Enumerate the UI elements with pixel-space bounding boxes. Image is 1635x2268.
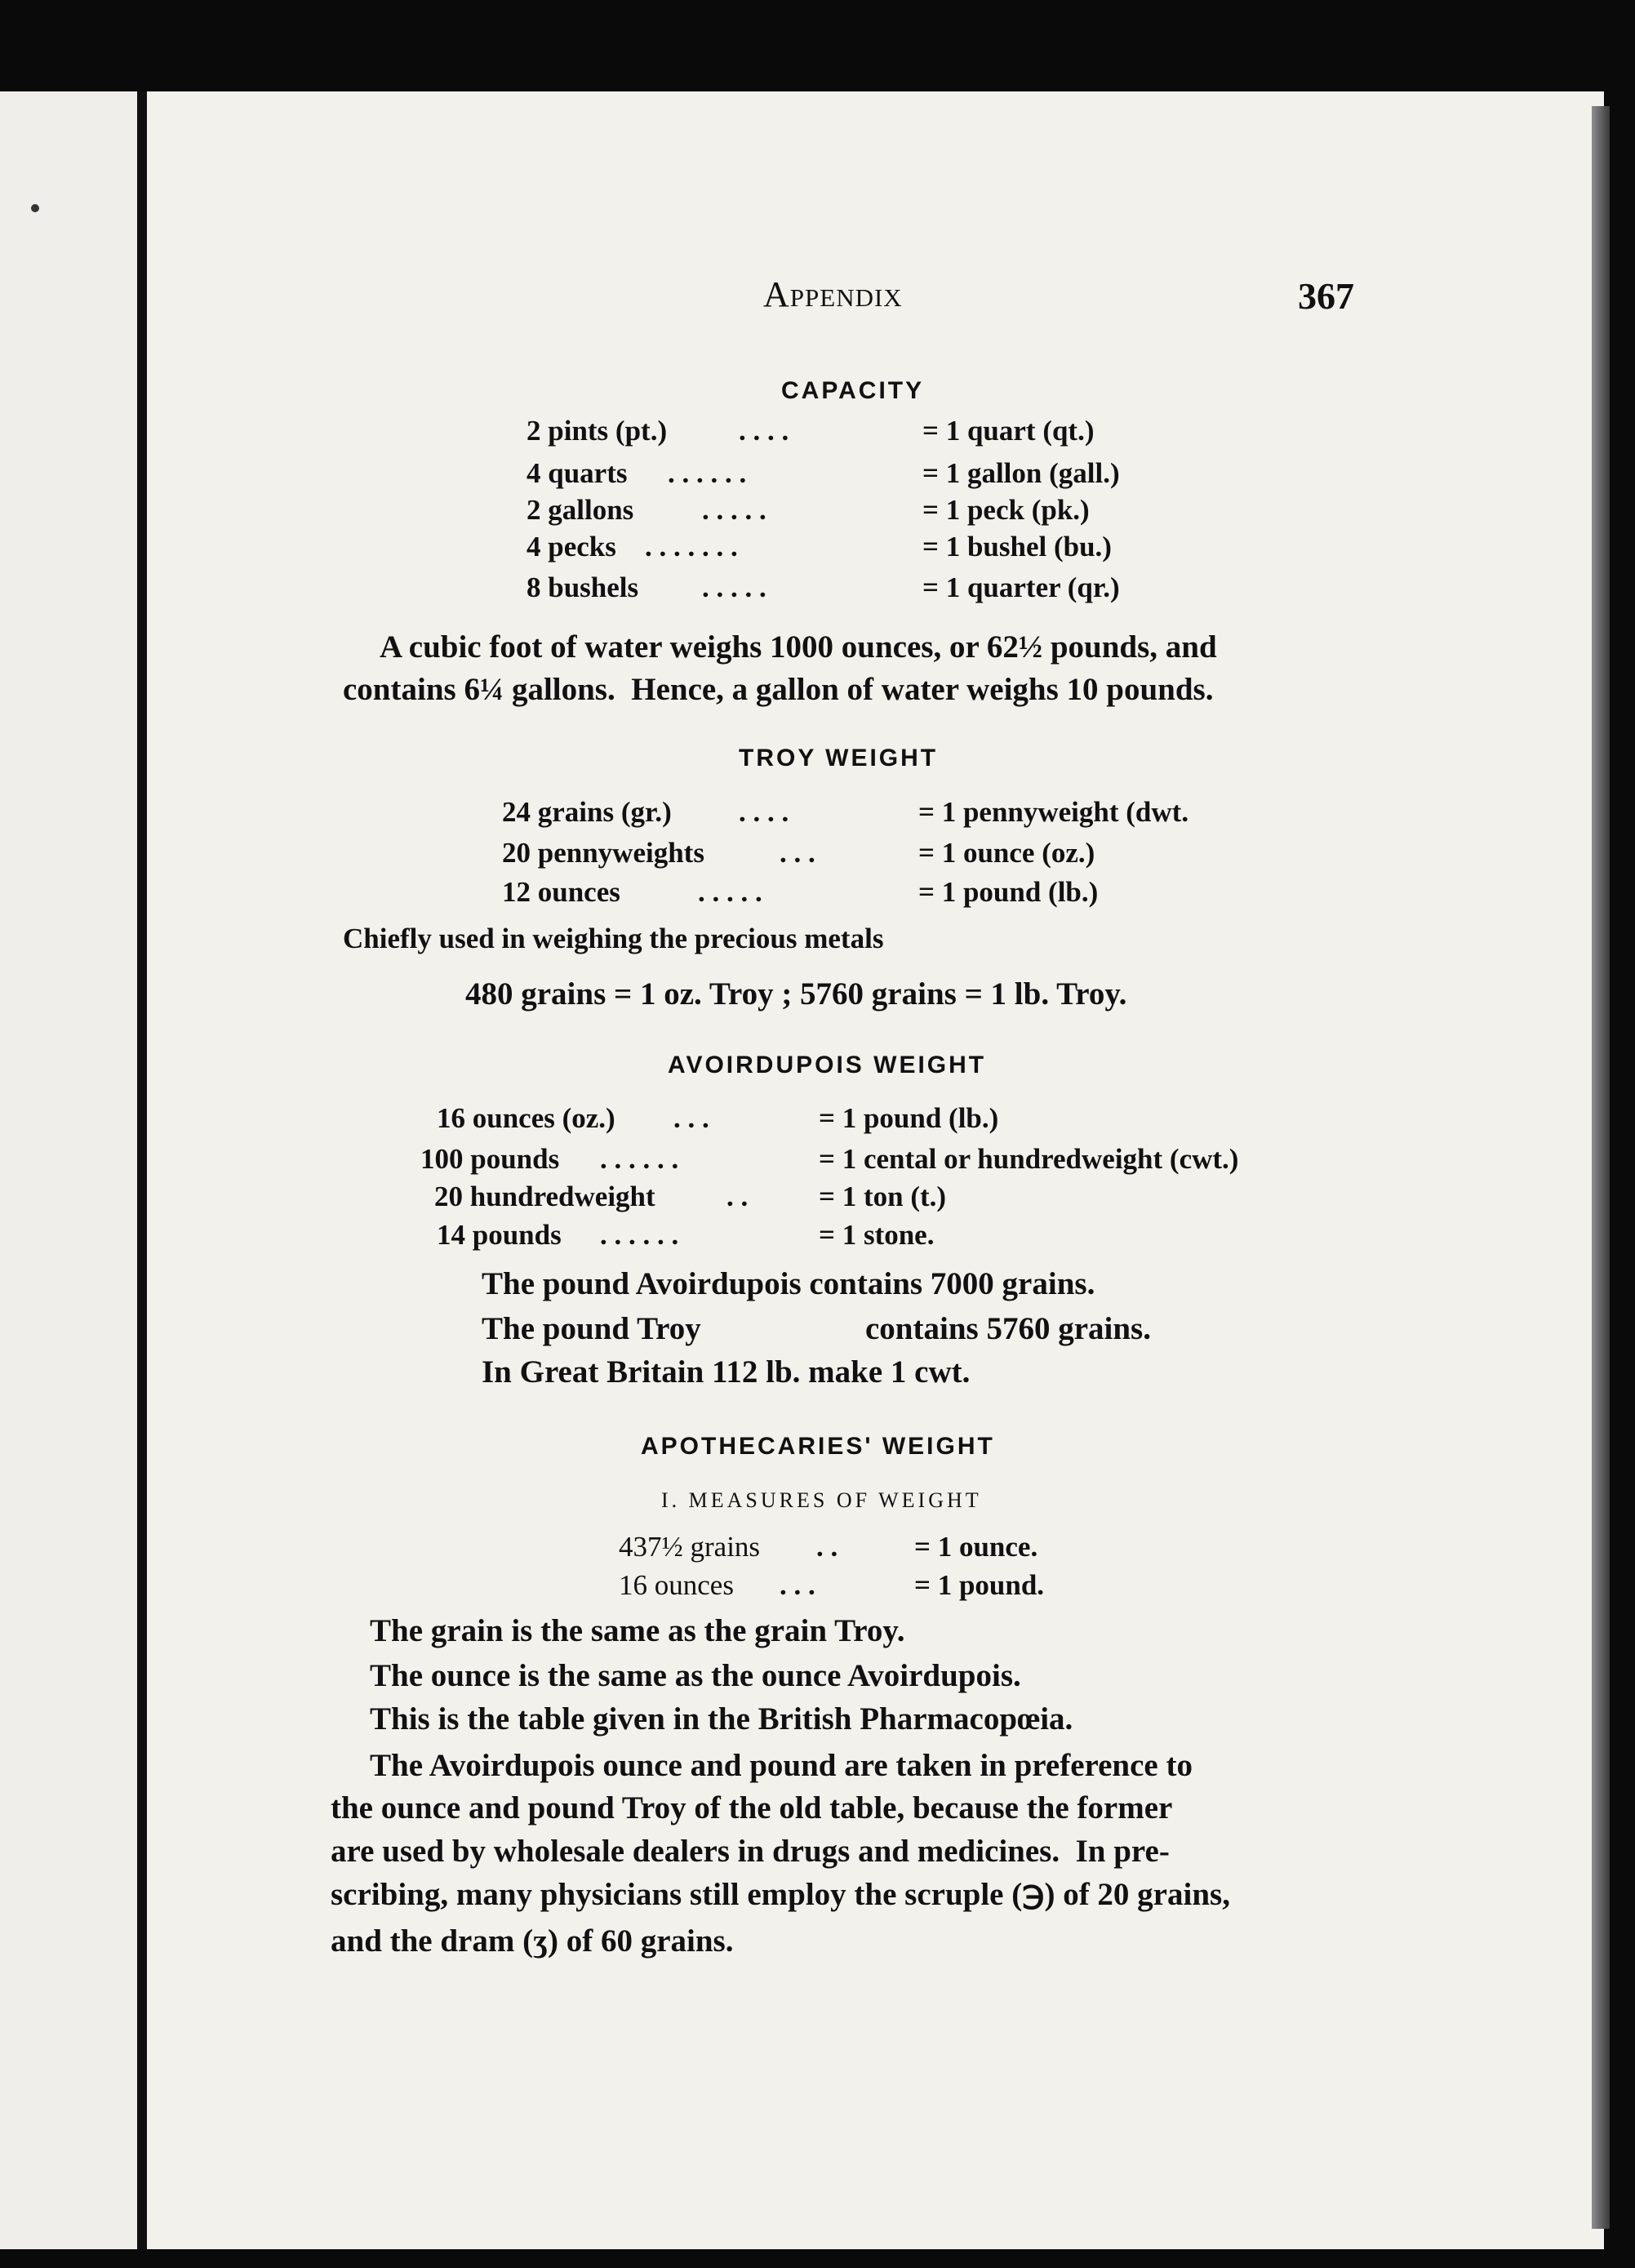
leader-dots: . . . (780, 1569, 815, 1601)
table-row-right: = 1 peck (pk.) (922, 494, 1090, 526)
paragraph-line: The ounce is the same as the ounce Avoirdupois. (370, 1658, 1021, 1693)
paragraph-line: The Avoirdupois ounce and pound are taken in preference to (370, 1748, 1193, 1783)
table-row-left: 437½ grains (619, 1531, 761, 1563)
leader-dots: . . (726, 1181, 749, 1212)
table-row-right: = 1 ounce (oz.) (918, 837, 1095, 869)
page-right-edge-shadow (1592, 106, 1610, 2229)
leader-dots: . . . . . . (600, 1219, 679, 1251)
table-row-right: = 1 ton (t.) (819, 1181, 947, 1212)
table-row-left: 14 pounds (437, 1219, 562, 1251)
table-row-left: 20 hundredweight (434, 1181, 655, 1212)
table-row-left: 2 gallons (526, 494, 634, 526)
speck (31, 204, 39, 212)
table-row-left: 20 pennyweights (502, 837, 704, 869)
section-heading-avoirdupois: AVOIRDUPOIS WEIGHT (668, 1052, 987, 1078)
table-row-right: = 1 pound. (914, 1569, 1045, 1601)
leader-dots: . . . . (739, 796, 789, 828)
table-row-right: = 1 ounce. (914, 1531, 1038, 1563)
table-row-right: = 1 gallon (gall.) (922, 457, 1120, 489)
paragraph-line: The pound Troy (482, 1311, 701, 1346)
table-row-right: = 1 pennyweight (dwt. (918, 796, 1189, 828)
table-row-left: 2 pints (pt.) (526, 415, 668, 447)
leader-dots: . . . (780, 837, 815, 869)
paragraph-line: A cubic foot of water weighs 1000 ounces, or 62½ pounds, and (380, 629, 1217, 665)
leader-dots: . . . . . . . (645, 531, 738, 563)
table-row-left: 16 ounces (619, 1569, 734, 1601)
subheading: I. MEASURES OF WEIGHT (661, 1488, 982, 1512)
leader-dots: . . . . . (702, 571, 766, 603)
scan-bottom-border (0, 2249, 1635, 2268)
table-row-right: = 1 stone. (819, 1219, 935, 1251)
leader-dots: . . . . (739, 415, 789, 447)
paragraph-line: the ounce and pound Troy of the old table, because the former (331, 1790, 1173, 1826)
section-heading-troy-weight: TROY WEIGHT (739, 745, 939, 772)
table-row-left: 4 quarts (526, 457, 628, 489)
equation-line: 480 grains = 1 oz. Troy ; 5760 grains = 1 lb. Troy. (465, 976, 1127, 1012)
paragraph-line: and the dram (ʒ) of 60 grains. (331, 1923, 734, 1959)
paragraph-line: contains 6¼ gallons. Hence, a gallon of water weighs 10 pounds. (343, 672, 1214, 707)
adjacent-page-edge (0, 91, 137, 2268)
paragraph-line: scribing, many physicians still employ the scruple (℈) of 20 grains, (331, 1877, 1230, 1912)
paragraph-line: are used by wholesale dealers in drugs and medicines. In pre- (331, 1834, 1170, 1869)
table-row-right: = 1 pound (lb.) (819, 1102, 999, 1134)
paragraph-line: In Great Britain 112 lb. make 1 cwt. (482, 1354, 971, 1390)
paragraph-line: This is the table given in the British Pharmacopœia. (370, 1701, 1073, 1737)
table-row-left: 100 pounds (420, 1143, 560, 1175)
leader-dots: . . (816, 1531, 838, 1563)
paragraph-line: The pound Avoirdupois contains 7000 grains. (482, 1266, 1095, 1301)
table-row-left: 4 pecks (526, 531, 616, 563)
leader-dots: . . . (673, 1102, 709, 1134)
table-row-right: = 1 cental or hundredweight (cwt.) (819, 1143, 1239, 1175)
leader-dots: . . . . . (698, 876, 762, 908)
table-row-right: = 1 quarter (qr.) (922, 571, 1120, 603)
paragraph-line: contains 5760 grains. (865, 1311, 1151, 1346)
running-head: Appendix (763, 274, 903, 314)
table-row-right: = 1 bushel (bu.) (922, 531, 1112, 563)
table-row-right: = 1 quart (qt.) (922, 415, 1095, 447)
paragraph-line: The grain is the same as the grain Troy. (370, 1613, 905, 1648)
table-row-left: 16 ounces (oz.) (437, 1102, 615, 1134)
note-line: Chiefly used in weighing the precious metals (343, 923, 884, 954)
table-row-right: = 1 pound (lb.) (918, 876, 1099, 908)
table-row-left: 12 ounces (502, 876, 620, 908)
table-row-left: 24 grains (gr.) (502, 796, 672, 828)
page-gutter-shadow (137, 91, 147, 2268)
leader-dots: . . . . . . (600, 1143, 679, 1175)
page-number: 367 (1298, 275, 1354, 317)
leader-dots: . . . . . (702, 494, 766, 526)
leader-dots: . . . . . . (668, 457, 747, 489)
table-row-left: 8 bushels (526, 571, 639, 603)
section-heading-capacity: CAPACITY (781, 377, 925, 404)
section-heading-apothecaries: APOTHECARIES' WEIGHT (641, 1433, 995, 1460)
